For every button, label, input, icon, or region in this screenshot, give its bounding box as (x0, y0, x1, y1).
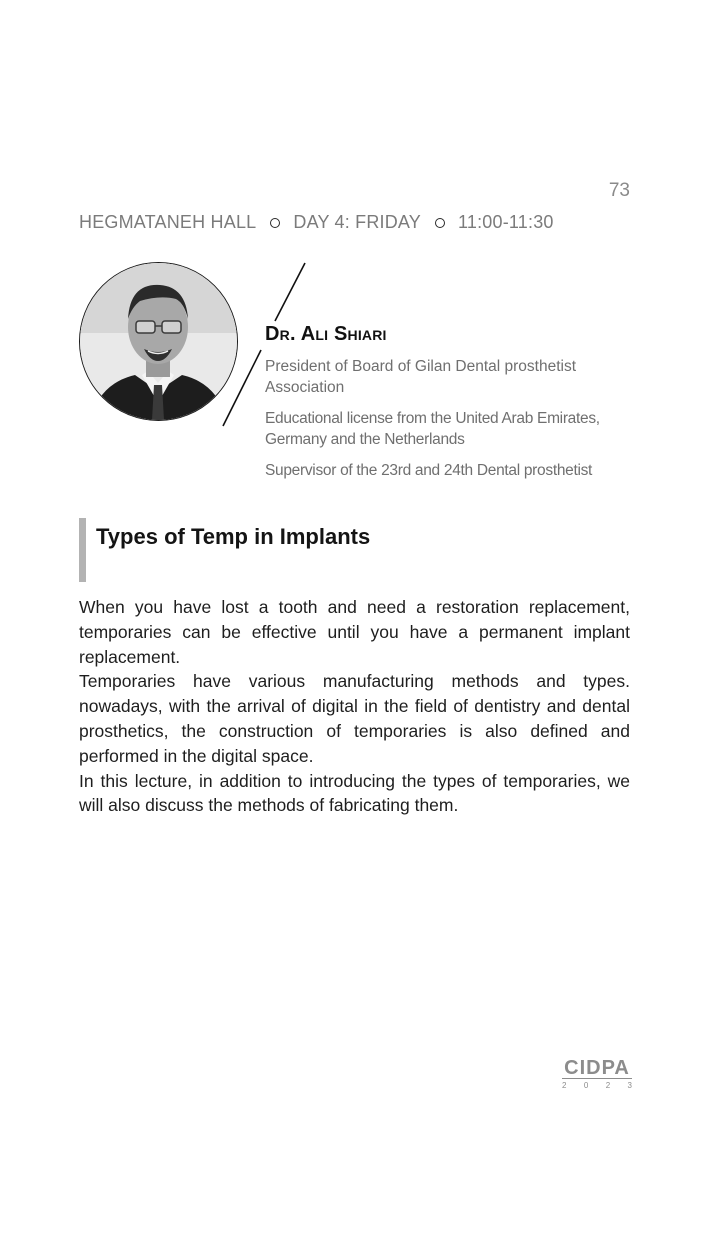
session-info (79, 212, 639, 233)
separator-dot-icon (435, 218, 445, 228)
session-time: 11:00-11:30 (458, 212, 554, 232)
session-hall: HEGMATANEH HALL (79, 212, 257, 232)
speaker-name: Dr. Ali Shiari (265, 323, 387, 345)
lecture-abstract (79, 595, 630, 818)
speaker-role: President of Board of Gilan Dental prosthetist Association (265, 358, 577, 396)
lecture-topic (79, 518, 370, 582)
speaker-portrait-icon (80, 263, 237, 420)
logo-year-digit: 2 (562, 1081, 567, 1090)
session-day: DAY 4: FRIDAY (293, 212, 422, 232)
logo-year-digit: 3 (627, 1081, 632, 1090)
speaker-license: Educational license from the United Arab Emirates, Germany and the Netherlands (265, 410, 600, 448)
logo-year-digit: 2 (605, 1081, 611, 1090)
logo-year (562, 1081, 632, 1090)
speaker-info (265, 323, 635, 491)
logo-wordmark: CIDPA (562, 1058, 632, 1079)
abstract-paragraph: Temporaries have various manufacturing methods and types. nowadays, with the arrival of digital in the field of dentistry and dental prosthetics, the construction of temporaries is also defined and performed in the digital space. (79, 671, 630, 766)
abstract-paragraph: When you have lost a tooth and need a restoration replacement, temporaries can be effective until you have a permanent implant replacement. (79, 597, 630, 667)
lecture-title: Types of Temp in Implants (96, 524, 371, 549)
speaker-supervisor: Supervisor of the 23rd and 24th Dental prosthetist (265, 462, 593, 479)
page-number: 73 (608, 180, 630, 201)
cidpa-logo (562, 1058, 632, 1090)
separator-dot-icon (270, 218, 280, 228)
abstract-paragraph: In this lecture, in addition to introducing the types of temporaries, we will also discuss the methods of fabricating them. (79, 770, 630, 816)
logo-year-digit: 0 (583, 1081, 589, 1090)
